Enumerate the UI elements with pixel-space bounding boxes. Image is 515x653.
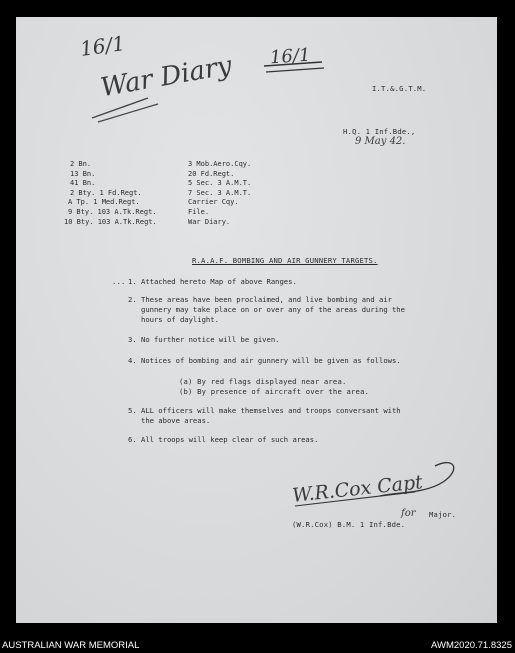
file-reference: I.T.&.G.T.M.	[372, 84, 427, 93]
paragraph-number: 1.	[128, 277, 137, 286]
addressee: A Tp. 1 Med.Regt.	[68, 198, 140, 207]
signature-handwriting: W.R.Cox Capt	[291, 471, 424, 507]
paragraph-number: 4.	[128, 356, 137, 365]
paragraph-number: 6.	[128, 435, 137, 444]
cross-out-stroke	[266, 68, 324, 72]
addressee: 3 Mob.Aero.Cqy.	[188, 160, 252, 168]
handwritten-war-diary: War Diary	[98, 50, 235, 104]
paragraph-line: the above areas.	[141, 416, 211, 425]
addressee: 9 Bty. 103 A.Tk.Regt.	[68, 207, 157, 216]
handwritten-underline-strokes	[88, 78, 248, 128]
crossed-out-strokes	[262, 42, 332, 82]
subitem-a: (a) By red flags displayed near area.	[179, 377, 347, 386]
handwritten-reference-number: 16/1	[78, 30, 127, 62]
addressee: 41 Bn.	[70, 179, 96, 188]
addressee: War Diary.	[188, 217, 231, 226]
addressee: 7 Sec. 3 A.M.T.	[188, 188, 252, 197]
paragraph-1-prefix: ...	[112, 277, 126, 286]
paragraph-line: gunnery may take place on or over any of the areas during the	[141, 305, 405, 314]
signature-rank: Major.	[429, 510, 457, 519]
cross-out-stroke	[264, 62, 322, 66]
signature-block: (W.R.Cox) B.M. 1 Inf.Bde.	[292, 520, 406, 529]
addressee: 2 Bty. 1 Fd.Regt.	[70, 188, 142, 197]
addressee: 13 Bn.	[70, 169, 96, 178]
paragraph-line: Notices of bombing and air gunnery will be given as follows.	[141, 356, 401, 365]
addressees-right-column	[188, 160, 251, 227]
paragraph-line: ALL officers will make themselves and troops conversant with	[141, 406, 401, 415]
addressee: 5 Sec. 3 A.M.T.	[188, 179, 252, 188]
crossed-out-number: 16/1	[269, 44, 312, 69]
addressee: File.	[188, 207, 210, 216]
headquarters-line: H.Q. 1 Inf.Bde.,	[343, 127, 416, 136]
addressee: 10 Bty. 103 A.Tk.Regt.	[64, 217, 157, 226]
subject-heading: R.A.A.F. BOMBING AND AIR GUNNERY TARGETS.	[192, 256, 378, 265]
paragraph-number: 5.	[128, 406, 137, 415]
addressee: 2 Bn.	[70, 160, 92, 168]
addressee: 20 Fd.Regt.	[188, 169, 235, 178]
paragraph-line: All troops will keep clear of such areas.	[141, 435, 319, 444]
paragraph-line: hours of daylight.	[141, 315, 219, 324]
footer-institution: AUSTRALIAN WAR MEMORIAL	[2, 640, 140, 651]
paragraph-line: Attached hereto Map of above Ranges.	[141, 277, 297, 286]
signature-for: for	[401, 508, 416, 519]
paragraph-number: 3.	[128, 335, 137, 344]
paragraph-number: 2.	[128, 295, 137, 304]
addressees-left-column	[64, 160, 157, 227]
subitem-b: (b) By presence of aircraft over the area.	[179, 387, 370, 396]
footer-accession-number: AWM2020.71.8325	[431, 640, 512, 651]
letter-date: 9 May 42.	[355, 136, 406, 147]
paragraph-line: These areas have been proclaimed, and live bombing and air	[141, 295, 392, 304]
addressee: Carrier Cqy.	[188, 198, 239, 207]
paragraph-line: No further notice will be given.	[141, 335, 280, 344]
